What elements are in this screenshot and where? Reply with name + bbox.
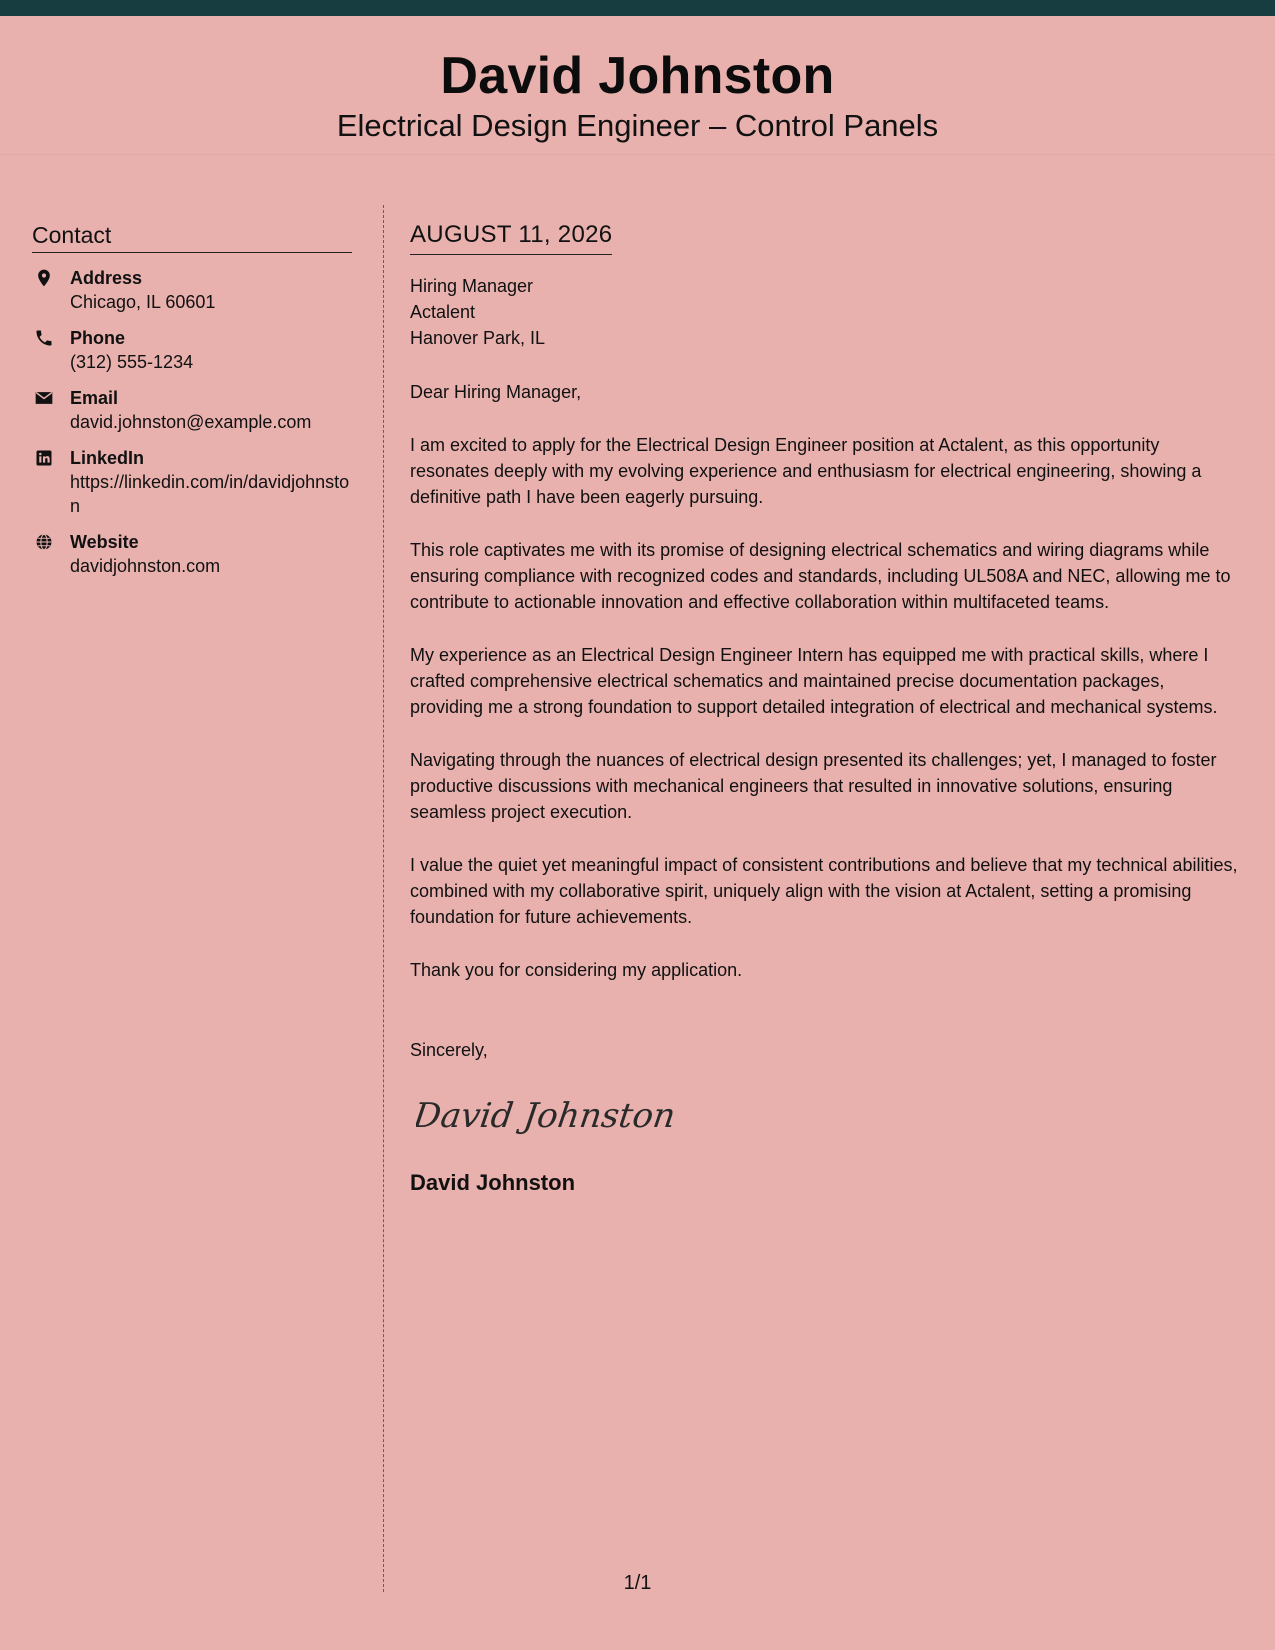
contact-sidebar xyxy=(32,220,352,578)
phone-icon xyxy=(34,328,54,348)
letter-paragraph: This role captivates me with its promise of designing electrical schematics and wiring diagrams while ensuring compliance with recognized codes and standards, including UL508A and NEC, allowing me to contribute to actionable innovation and effective collaboration within multifaceted teams. xyxy=(410,540,1231,612)
letter-paragraph: My experience as an Electrical Design Engineer Intern has equipped me with practical skills, where I crafted comprehensive electrical schematics and maintained precise documentation packages, providing me a strong foundation to support detailed integration of electrical and mechanical systems. xyxy=(410,645,1218,717)
job-title: Electrical Design Engineer – Control Panels xyxy=(336,108,939,143)
linkedin-icon xyxy=(34,448,54,468)
signature-text: David Johnston xyxy=(416,1096,676,1136)
contact-label: Phone xyxy=(70,328,126,348)
contact-email xyxy=(32,386,352,434)
map-pin-icon xyxy=(34,268,54,288)
contact-value: (312) 555-1234 xyxy=(70,352,194,372)
handwritten-signature xyxy=(416,1085,676,1145)
contact-label: Website xyxy=(70,532,139,552)
contact-website xyxy=(32,530,352,578)
closing-thanks: Thank you for considering my application. xyxy=(410,960,743,980)
recipient-line: Actalent xyxy=(410,302,476,322)
applicant-name: David Johnston xyxy=(440,47,835,105)
letter-body xyxy=(410,218,1240,1198)
recipient-line: Hiring Manager xyxy=(410,276,534,296)
contact-value[interactable]: https://linkedin.com/in/davidjohnston xyxy=(70,472,350,516)
contact-value: Chicago, IL 60601 xyxy=(70,292,216,312)
letter-paragraph: Navigating through the nuances of electrical design presented its challenges; yet, I managed to foster productive discussions with mechanical engineers that resulted in innovative solutions, ensuring seamless project execution. xyxy=(410,750,1217,822)
contact-address xyxy=(32,266,352,314)
contact-value[interactable]: david.johnston@example.com xyxy=(70,412,312,432)
letter-paragraph: I am excited to apply for the Electrical Design Engineer position at Actalent, as this opportunity resonates deeply with my evolving experience and enthusiasm for electrical engineering, showing a definitive path I have been eagerly pursuing. xyxy=(410,435,1202,507)
contact-linkedin xyxy=(32,446,352,518)
contact-value[interactable]: davidjohnston.com xyxy=(70,556,221,576)
letter-date: AUGUST 11, 2026 xyxy=(410,218,612,255)
contact-phone xyxy=(32,326,352,374)
contact-label: LinkedIn xyxy=(70,448,145,468)
top-accent-bar xyxy=(0,0,1275,16)
column-divider xyxy=(383,205,384,1592)
envelope-icon xyxy=(34,388,54,408)
greeting: Dear Hiring Manager, xyxy=(410,382,582,402)
page-header xyxy=(0,16,1275,155)
contact-heading: Contact xyxy=(32,220,352,253)
contact-label: Address xyxy=(70,268,143,288)
signed-name: David Johnston xyxy=(410,1170,576,1195)
sign-off: Sincerely, xyxy=(410,1040,488,1060)
page-number: 1/1 xyxy=(623,1572,652,1594)
letter-paragraph: I value the quiet yet meaningful impact of consistent contributions and believe that my technical abilities, combined with my collaborative spirit, uniquely align with the vision at Actalent, setting a promising foundation for future achievements. xyxy=(410,855,1238,927)
recipient-line: Hanover Park, IL xyxy=(410,328,546,348)
globe-icon xyxy=(34,532,54,552)
recipient-block xyxy=(410,273,1240,351)
contact-label: Email xyxy=(70,388,119,408)
